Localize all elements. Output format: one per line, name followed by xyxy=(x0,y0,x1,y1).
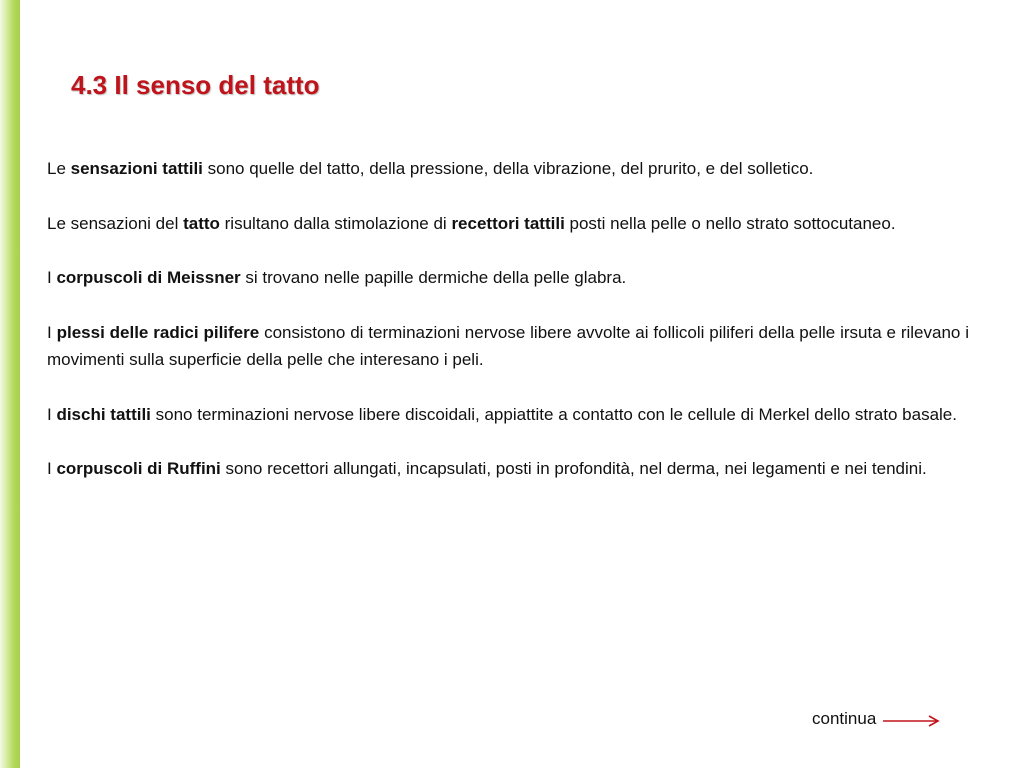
text-segment: sono quelle del tatto, della pressione, della vibrazione, del prurito, e del solletico. xyxy=(202,159,814,178)
paragraph-dischi xyxy=(47,401,969,429)
arrow-right-icon xyxy=(882,712,940,732)
slide-title: 4.3 Il senso del tatto xyxy=(71,70,320,100)
text-segment: I xyxy=(47,459,57,478)
text-segment: I xyxy=(47,404,57,424)
continue-link[interactable] xyxy=(812,706,940,732)
text-segment: Le xyxy=(47,159,71,178)
text-segment: consistono di terminazioni nervose libere avvolte ai follicoli piliferi della pelle irsuta e rilevano i movimenti sulla superficie della pelle che interesano i peli. xyxy=(47,322,969,369)
bold-term: dischi tattili xyxy=(56,404,151,424)
text-segment: sono recettori allungati, incapsulati, posti in profondità, nel derma, nei legamenti e nei tendini. xyxy=(220,459,927,478)
bold-term: tatto xyxy=(183,213,220,233)
text-segment: risultano dalla stimolazione di xyxy=(219,213,452,233)
paragraph-tatto xyxy=(47,210,969,238)
bold-term: sensazioni tattili xyxy=(70,159,203,178)
slide-body xyxy=(47,155,969,510)
bold-term: corpuscoli di Ruffini xyxy=(56,459,221,478)
continue-label: continua xyxy=(812,709,877,728)
paragraph-ruffini xyxy=(47,455,969,483)
text-segment: I xyxy=(47,322,57,342)
paragraph-plessi xyxy=(47,319,969,374)
paragraph-meissner xyxy=(47,264,969,292)
bold-term: plessi delle radici pilifere xyxy=(56,322,260,342)
text-segment: posti nella pelle o nello strato sottocutaneo. xyxy=(564,213,896,233)
bold-term: recettori tattili xyxy=(451,213,565,233)
text-segment: si trovano nelle papille dermiche della pelle glabra. xyxy=(240,268,627,287)
decorative-side-bar xyxy=(0,0,20,768)
text-segment: sono terminazioni nervose libere discoidali, appiattite a contatto con le cellule di Merkel dello strato basale. xyxy=(150,404,957,424)
bold-term: corpuscoli di Meissner xyxy=(56,268,241,287)
text-segment: Le sensazioni del xyxy=(47,213,184,233)
text-segment: I xyxy=(47,268,57,287)
paragraph-sensazioni-tattili xyxy=(47,155,969,183)
